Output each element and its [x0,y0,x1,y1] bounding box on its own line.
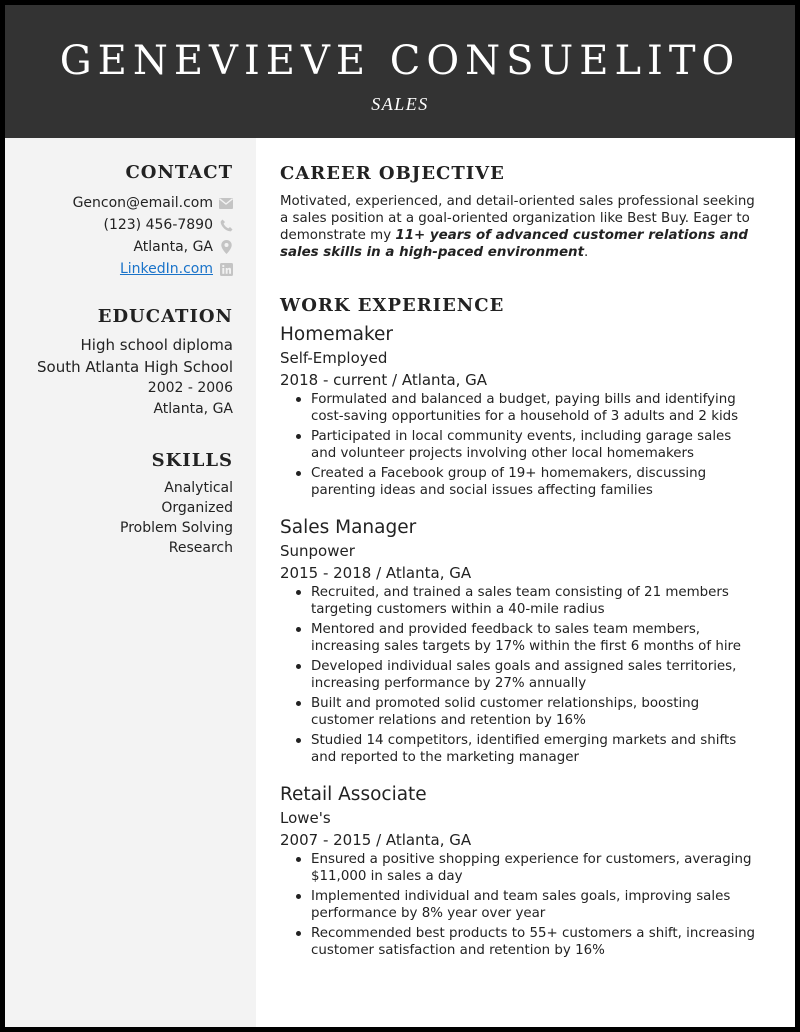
contact-phone-row [5,214,233,236]
education-location: Atlanta, GA [153,401,233,417]
linkedin-link[interactable]: LinkedIn.com [119,261,213,277]
job-bullet: Formulated and balanced a budget, paying bills and identifying cost-saving opportunities for a household of 3 adults and 2 kids [296,391,760,425]
resume-header [5,5,795,138]
candidate-title: SALES [371,94,429,114]
job-company: Self-Employed [280,349,388,367]
sidebar [5,138,256,1027]
contact-email[interactable]: Gencon@email.com [72,195,213,211]
main-content [280,138,760,962]
job-bullet: Participated in local community events, including garage sales and volunteer projects involving other local homemakers [296,428,760,462]
skill-item: Organized [161,500,233,516]
job-dates: 2018 - current / Atlanta, GA [280,371,488,389]
experience-section [280,295,760,959]
education-section [5,306,256,420]
education-heading: EDUCATION [97,306,233,327]
job-bullets [296,851,760,959]
job-bullet: Recommended best products to 55+ customers a shift, increasing customer satisfaction and retention by 16% [296,925,760,959]
job-title: Homemaker [280,324,394,345]
skill-item: Analytical [164,480,233,496]
contact-location: Atlanta, GA [133,239,213,255]
job-bullets [296,391,760,499]
job-company: Lowe's [280,809,331,827]
job-entry [280,516,760,766]
job-bullet: Mentored and provided feedback to sales team members, increasing sales targets by 17% within the first 6 months of hire [296,621,760,655]
job-entry [280,323,760,499]
job-bullet: Studied 14 competitors, identified emerging markets and shifts and reported to the marketing manager [296,732,760,766]
contact-linkedin-row [5,258,233,280]
resume-page [5,5,795,1027]
job-bullets [296,584,760,766]
job-bullet: Created a Facebook group of 19+ homemakers, discussing parenting ideas and social issues affecting families [296,465,760,499]
objective-heading: CAREER OBJECTIVE [280,163,505,184]
job-bullet: Implemented individual and team sales goals, improving sales performance by 8% year over year [296,888,760,922]
skill-item: Research [168,540,233,556]
job-company: Sunpower [280,542,355,560]
job-dates: 2015 - 2018 / Atlanta, GA [280,564,472,582]
contact-phone[interactable]: (123) 456-7890 [103,217,213,233]
objective-emphasis: 11+ years of advanced customer relations and sales skills in a high-paced environment [280,228,749,260]
contact-heading: CONTACT [125,162,233,183]
contact-email-row [5,192,233,214]
job-title: Retail Associate [280,784,427,805]
skills-heading: SKILLS [151,450,233,471]
job-bullet: Developed individual sales goals and assigned sales territories, increasing performance by 27% annually [296,658,760,692]
objective-text [280,193,760,261]
education-degree: High school diploma [80,336,233,354]
objective-section [280,163,760,261]
job-entry [280,783,760,959]
phone-icon [219,218,233,232]
objective-text-end: . [584,245,589,260]
education-school: South Atlanta High School [37,358,233,376]
location-pin-icon [219,240,233,254]
job-bullet: Recruited, and trained a sales team consisting of 21 members targeting customers within a 40-mile radius [296,584,760,618]
job-title: Sales Manager [280,517,417,538]
skills-section [5,450,256,558]
job-bullet: Built and promoted solid customer relationships, boosting customer relations and retention by 16% [296,695,760,729]
contact-location-row [5,236,233,258]
job-bullet: Ensured a positive shopping experience for customers, averaging $11,000 in sales a day [296,851,760,885]
envelope-icon [219,196,233,210]
experience-heading: WORK EXPERIENCE [280,295,505,316]
education-years: 2002 - 2006 [147,380,233,396]
objective-text-start: Motivated, experienced, and detail-oriented sales professional seeking a sales position at a goal-oriented organization like Best Buy. Eager to demonstrate my [280,194,755,243]
skill-item: Problem Solving [120,520,233,536]
job-dates: 2007 - 2015 / Atlanta, GA [280,831,472,849]
candidate-name: GENEVIEVE CONSUELITO [59,38,741,84]
contact-section [5,162,256,280]
linkedin-icon [219,262,233,276]
